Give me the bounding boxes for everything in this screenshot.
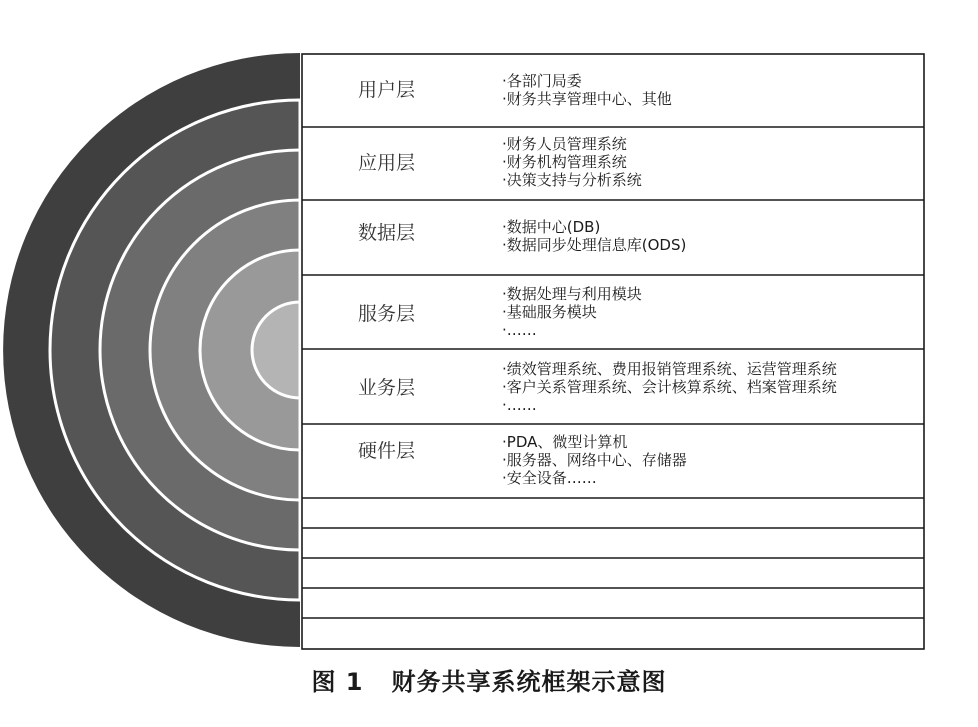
- layer-name: 数据层: [358, 222, 416, 244]
- layer-item: ·……: [502, 396, 537, 414]
- layer-name: 服务层: [358, 303, 416, 325]
- layer-item: ·各部门局委: [502, 72, 582, 90]
- layer-item: ·数据同步处理信息库(ODS): [502, 236, 687, 254]
- layer-item: ·PDA、微型计算机: [502, 433, 628, 451]
- layer-item: ·财务人员管理系统: [502, 135, 627, 153]
- layer-item: ·……: [502, 321, 537, 339]
- layer-item: ·安全设备……: [502, 469, 597, 487]
- layer-name: 业务层: [358, 377, 416, 399]
- figure-caption: 图 1 财务共享系统框架示意图: [311, 668, 667, 696]
- layer-item: ·财务机构管理系统: [502, 153, 627, 171]
- layer-name: 应用层: [358, 152, 416, 174]
- concentric-rings: [3, 53, 300, 647]
- layer-item: ·决策支持与分析系统: [502, 171, 642, 189]
- layer-item: ·基础服务模块: [502, 303, 597, 321]
- layer-item: ·绩效管理系统、费用报销管理系统、运营管理系统: [502, 360, 837, 378]
- layer-item: ·财务共享管理中心、其他: [502, 90, 672, 108]
- layer-item: ·数据中心(DB): [502, 218, 601, 236]
- layer-name: 硬件层: [358, 440, 416, 462]
- layer-item: ·客户关系管理系统、会计核算系统、档案管理系统: [502, 378, 837, 396]
- layer-name: 用户层: [358, 79, 416, 101]
- layer-table: [302, 54, 924, 649]
- layer-item: ·服务器、网络中心、存储器: [502, 451, 687, 469]
- layer-item: ·数据处理与利用模块: [502, 285, 642, 303]
